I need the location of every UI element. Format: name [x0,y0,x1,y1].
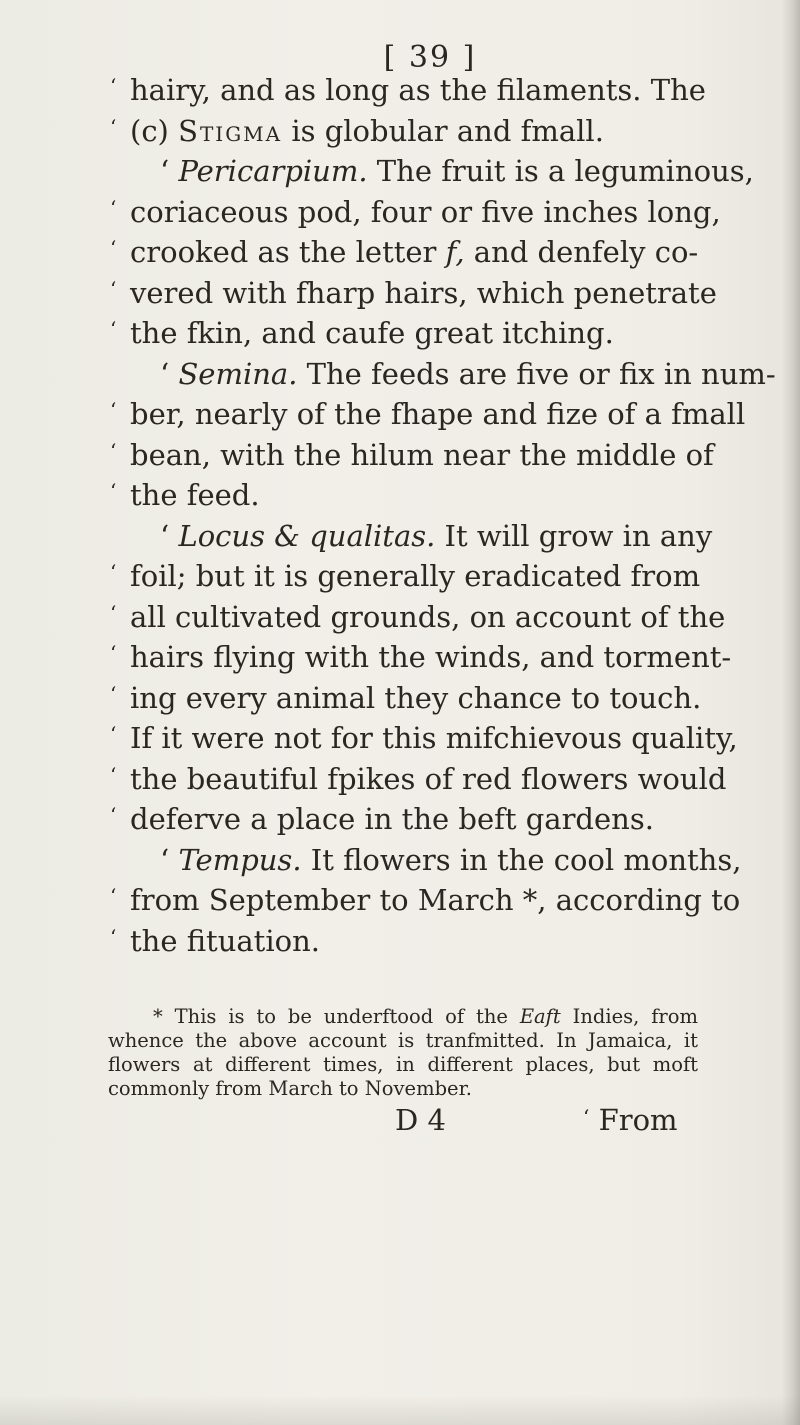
text-line [0,516,800,556]
line-text: (c) Stigma is globular and fmall. [130,113,604,148]
line-text: vered with fharp hairs, which penetrate [130,275,717,310]
line-text: ber, nearly of the fhape and fize of a fmall [130,397,746,431]
line-text: the fkin, and caufe great itching. [130,316,614,350]
line-text: hairy, and as long as the filaments. The [130,73,706,107]
italic-term: Semina. [178,356,298,391]
line-text: the fituation. [130,923,320,958]
italic-term: Tempus. [178,842,302,877]
text-line [0,637,800,677]
line-quote-mark: ‘ [110,438,117,463]
text-line [0,70,800,110]
line-text: bean, with the hilum near the middle of [130,437,714,472]
text-line [0,354,800,394]
text-line [0,799,800,839]
text-line [0,435,800,475]
text-line [0,556,800,596]
line-quote-mark: ‘ [110,195,117,220]
catchword: ‘ From [583,1103,678,1137]
italic-term: Pericarpium. [178,154,368,188]
line-text: from September to March *, according to [130,883,741,917]
line-quote-mark: ‘ [110,74,117,98]
line-text: deferve a place in the beft gardens. [130,802,654,836]
line-quote-mark: ‘ [110,803,117,827]
line-quote-mark: ‘ [110,236,117,260]
text-line [0,151,800,191]
line-text: all cultivated grounds, on account of the [130,599,726,634]
text-line [0,111,800,151]
small-caps-term: Stigma [178,113,283,148]
line-quote-mark: ‘ [110,722,117,746]
line-text: foil; but it is generally eradicated from [130,559,701,593]
text-line [0,678,800,718]
page-number: [ 39 ] [383,40,477,75]
line-quote-mark: ‘ [110,560,117,584]
italic-term: f, [445,235,465,269]
line-quote-mark: ‘ [110,398,117,422]
text-line [0,394,800,434]
line-text: ‘ Pericarpium. The fruit is a leguminous, [160,154,754,188]
text-line [0,192,800,232]
line-text: crooked as the letter f, and denfely co- [130,235,699,269]
line-quote-mark: ‘ [110,317,117,341]
line-quote-mark: ‘ [110,276,117,301]
line-quote-mark: ‘ [110,762,117,787]
line-quote-mark: ‘ [110,479,117,503]
signature-mark: D 4 [395,1103,446,1137]
text-line [0,313,800,353]
line-text: ‘ Semina. The feeds are five or fix in num- [160,356,776,391]
line-quote-mark: ‘ [110,884,117,908]
line-quote-mark: ‘ [110,924,117,949]
italic-term: Locus & qualitas. [178,518,436,553]
text-line [0,759,800,799]
line-quote-mark: ‘ [110,114,117,139]
line-text: the beautiful fpikes of red flowers would [130,761,727,796]
text-line [0,475,800,515]
text-line [0,232,800,272]
page-bottom-shadow [0,1395,800,1425]
line-text: If it were not for this mifchievous quality, [130,721,738,755]
line-quote-mark: ‘ [110,681,117,706]
text-line [0,880,800,920]
line-text: ‘ Tempus. It flowers in the cool months, [160,842,742,877]
text-line [0,840,800,880]
text-line [0,921,800,961]
text-line [0,597,800,637]
line-quote-mark: ‘ [110,641,117,665]
line-text: coriaceous pod, four or five inches long, [130,194,721,229]
line-text: ing every animal they chance to touch. [130,680,702,715]
text-line [0,718,800,758]
line-text: hairs flying with the winds, and torment- [130,640,732,674]
footnote: * This is to be underftood of the Eaft Indies, from whence the above account is tranfmitted. In Jamaica, it flowers at different times, in different places, but moft commonly from March to November. [108,1005,698,1100]
line-text: ‘ Locus & qualitas. It will grow in any [160,518,713,553]
text-line [0,273,800,313]
line-text: the feed. [130,478,260,512]
line-quote-mark: ‘ [110,600,117,625]
